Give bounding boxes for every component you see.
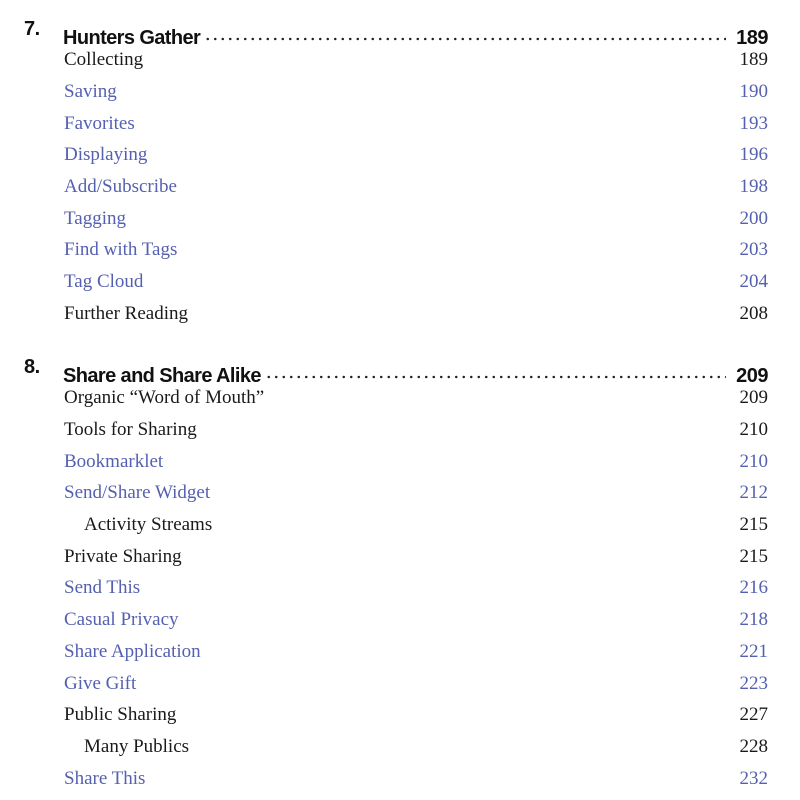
toc-entry-label: Share This: [64, 768, 146, 789]
toc-entry-add-subscribe[interactable]: [0, 173, 800, 201]
toc-entry-label: Send/Share Widget: [64, 482, 211, 503]
toc-entry-displaying[interactable]: [0, 141, 800, 169]
toc-entry-public-sharing[interactable]: [0, 701, 800, 729]
toc-entry-page: 215: [739, 514, 768, 535]
toc-entry-page: 212: [739, 482, 768, 503]
toc-entry-page: 208: [739, 303, 768, 324]
toc-entry-page: 203: [739, 239, 768, 260]
toc-entry-label: Casual Privacy: [64, 609, 179, 630]
toc-entry-send-this[interactable]: [0, 574, 800, 602]
toc-entry-send-share-widget[interactable]: [0, 479, 800, 507]
toc-entry-tag-cloud[interactable]: [0, 268, 800, 296]
toc-entry-page: 215: [739, 546, 768, 567]
toc-entry-label: Tagging: [64, 208, 126, 229]
toc-entry-page: 196: [739, 144, 768, 165]
toc-entry-share-this[interactable]: [0, 765, 800, 793]
toc-entry-label: Saving: [64, 81, 117, 102]
toc-entry-bookmarklet[interactable]: [0, 448, 800, 476]
dot-leader: [204, 14, 726, 44]
toc-entry-give-gift[interactable]: [0, 670, 800, 698]
toc-entry-page: 218: [739, 609, 768, 630]
toc-entry-organic-word-of-mouth[interactable]: [0, 384, 800, 412]
chapter-title: Share and Share Alike: [63, 365, 261, 387]
toc-entry-label: Bookmarklet: [64, 451, 164, 472]
chapter-8-heading[interactable]: [0, 352, 800, 387]
toc-entry-label: Private Sharing: [64, 546, 182, 567]
toc-entry-casual-privacy[interactable]: [0, 606, 800, 634]
toc-entry-page: 227: [739, 704, 768, 725]
toc-entry-activity-streams[interactable]: [0, 511, 800, 539]
toc-entry-label: Tools for Sharing: [64, 419, 197, 440]
toc-entry-page: 200: [739, 208, 768, 229]
toc-entry-label: Add/Subscribe: [64, 176, 177, 197]
toc-entry-page: 204: [739, 271, 768, 292]
toc-entry-label: Public Sharing: [64, 704, 177, 725]
toc-entry-label: Displaying: [64, 144, 148, 165]
toc-entry-favorites[interactable]: [0, 110, 800, 138]
toc-entry-label: Give Gift: [64, 673, 137, 694]
toc-entry-many-publics[interactable]: [0, 733, 800, 761]
chapter-7-heading[interactable]: [0, 14, 800, 49]
toc-entry-page: 232: [739, 768, 768, 789]
toc-entry-tagging[interactable]: [0, 205, 800, 233]
toc-entry-page: 210: [739, 451, 768, 472]
toc-entry-share-application[interactable]: [0, 638, 800, 666]
toc-entry-page: 228: [739, 736, 768, 757]
toc-entry-page: 193: [739, 113, 768, 134]
chapter-number: 7.: [24, 18, 40, 40]
chapter-title: Hunters Gather: [63, 27, 201, 49]
toc-entry-label: Find with Tags: [64, 239, 178, 260]
toc-entry-page: 198: [739, 176, 768, 197]
toc-entry-label: Send This: [64, 577, 141, 598]
toc-entry-further-reading[interactable]: [0, 300, 800, 328]
toc-entry-page: 210: [739, 419, 768, 440]
toc-entry-collecting[interactable]: [0, 46, 800, 74]
chapter-number: 8.: [24, 356, 40, 378]
toc-entry-page: 221: [739, 641, 768, 662]
toc-entry-page: 189: [739, 49, 768, 70]
toc-entry-find-with-tags[interactable]: [0, 236, 800, 264]
toc-entry-tools-for-sharing[interactable]: [0, 416, 800, 444]
toc-entry-label: Collecting: [64, 49, 144, 70]
toc-entry-label: Organic “Word of Mouth”: [64, 387, 265, 408]
toc-entry-private-sharing[interactable]: [0, 543, 800, 571]
toc-entry-page: 209: [739, 387, 768, 408]
chapter-page-number: 189: [736, 27, 768, 49]
toc-entry-page: 223: [739, 673, 768, 694]
chapter-page-number: 209: [736, 365, 768, 387]
toc-entry-label: Many Publics: [84, 736, 190, 757]
toc-entry-label: Share Application: [64, 641, 201, 662]
toc-entry-page: 190: [739, 81, 768, 102]
toc-entry-saving[interactable]: [0, 78, 800, 106]
toc-entry-label: Further Reading: [64, 303, 189, 324]
toc-entry-label: Activity Streams: [84, 514, 213, 535]
toc-entry-page: 216: [739, 577, 768, 598]
toc-entry-label: Tag Cloud: [64, 271, 144, 292]
toc-entry-label: Favorites: [64, 113, 135, 134]
dot-leader: [265, 352, 726, 382]
